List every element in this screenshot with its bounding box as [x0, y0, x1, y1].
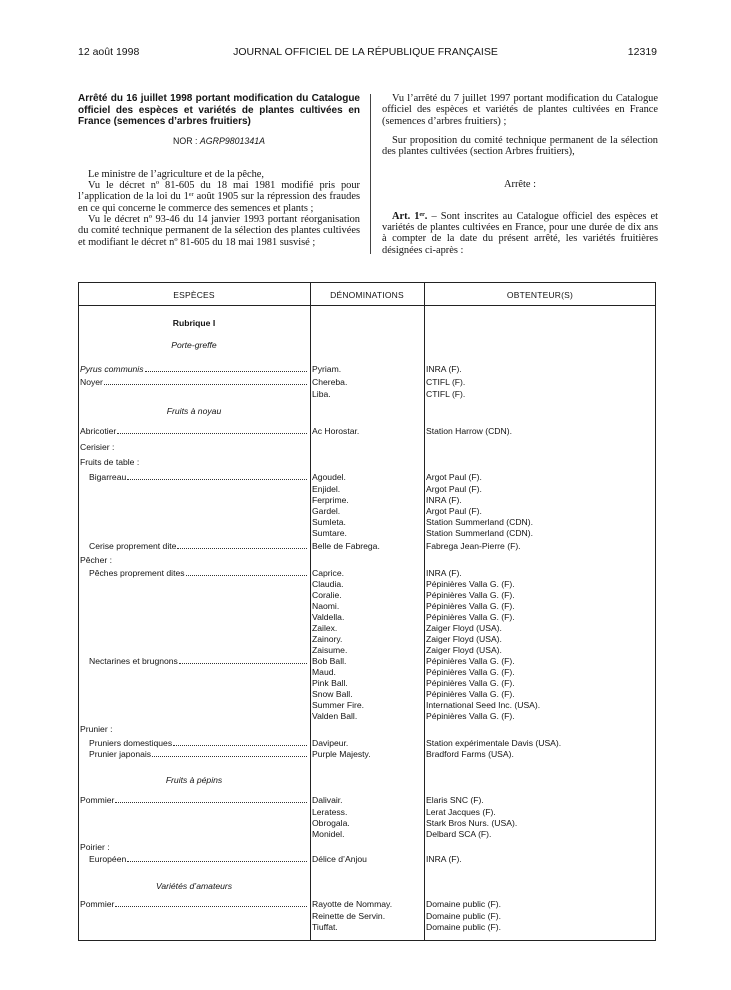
espece-label: Bigarreau [89, 472, 127, 482]
cell-obtenteur: Pépinières Valla G. (F). [426, 689, 515, 699]
cell-denomination: Claudia. [312, 579, 344, 589]
cell-denomination: Purple Majesty. [312, 749, 371, 759]
section-fruits-pepins: Fruits à pépins [165, 775, 223, 785]
espece-label: Pêches proprement dites [89, 568, 185, 578]
espece-label: Poirier : [80, 842, 110, 852]
cell-denomination: Coralie. [312, 590, 342, 600]
cell-obtenteur: Station expérimentale Davis (USA). [426, 738, 562, 748]
cell-obtenteur: Pépinières Valla G. (F). [426, 656, 515, 666]
cell-denomination: Maud. [312, 667, 336, 677]
cell-denomination: Gardel. [312, 506, 341, 516]
cell-espece [79, 554, 307, 566]
cell-denomination: Sumleta. [312, 517, 346, 527]
header-especes: ESPÈCES [173, 290, 215, 300]
cell-obtenteur: Domaine public (F). [426, 911, 501, 921]
table-row [79, 540, 655, 552]
table-row [79, 723, 655, 735]
cell-obtenteur: International Seed Inc. (USA). [426, 700, 541, 710]
paragraph-minister: Le ministre de l’agriculture et de la pêche, [88, 168, 264, 180]
cell-denomination: Ac Horostar. [312, 426, 360, 436]
cell-obtenteur: Stark Bros Nurs. (USA). [426, 818, 518, 828]
cell-obtenteur: Pépinières Valla G. (F). [426, 711, 515, 721]
leader-dots [145, 363, 307, 372]
espece-label: Noyer [80, 377, 103, 387]
right-column [382, 93, 658, 256]
cell-obtenteur: Fabrega Jean-Pierre (F). [426, 541, 521, 551]
table-row [79, 363, 655, 375]
cell-espece [79, 471, 307, 483]
leader-dots [186, 567, 307, 576]
table-row [79, 471, 655, 483]
cell-espece [79, 841, 307, 853]
cell-obtenteur: Domaine public (F). [426, 922, 501, 932]
leader-dots [173, 737, 307, 746]
cell-obtenteur: Bradford Farms (USA). [426, 749, 514, 759]
header-date: 12 août 1998 [78, 46, 140, 58]
espece-label: Cerise proprement dite [89, 541, 177, 551]
paragraph-decret-1993: Vu le décret nº 93-46 du 14 janvier 1993 portant réorganisation du comité technique permanent de la sélection des plantes cultivées et modifiant le décret nº 81-605 du 18 mai 1981 susvisé ; [78, 213, 360, 248]
table-row [79, 853, 655, 865]
espece-label: Pêcher : [80, 555, 113, 565]
cell-obtenteur: Argot Paul (F). [426, 484, 482, 494]
espece-label: Fruits de table : [80, 457, 140, 467]
espece-label: Pyrus communis [80, 364, 144, 374]
table-row [79, 441, 655, 453]
cell-espece [79, 540, 307, 552]
section-rubrique: Rubrique I [172, 318, 216, 328]
header-journal-title: JOURNAL OFFICIEL DE LA RÉPUBLIQUE FRANÇAISE [233, 46, 498, 58]
cell-obtenteur: CTIFL (F). [426, 389, 466, 399]
cell-denomination: Enjidel. [312, 484, 341, 494]
cell-obtenteur: Argot Paul (F). [426, 472, 482, 482]
cell-denomination: Obrogala. [312, 818, 350, 828]
cell-denomination: Snow Ball. [312, 689, 353, 699]
espece-label: Prunier japonais [89, 749, 152, 759]
table-row [79, 710, 655, 722]
leader-dots [152, 748, 307, 757]
table-row [79, 527, 655, 539]
table-row [79, 841, 655, 853]
section-fruits-noyau: Fruits à noyau [166, 406, 222, 416]
table-row [79, 554, 655, 566]
section-amateurs: Variétés d’amateurs [155, 881, 233, 891]
cell-denomination: Zaisume. [312, 645, 348, 655]
cell-obtenteur: Zaiger Floyd (USA). [426, 623, 502, 633]
table-row [79, 828, 655, 840]
nor-reference [78, 136, 360, 147]
cell-espece [79, 456, 307, 468]
header-page-number: 12319 [627, 46, 657, 58]
cell-denomination: Chereba. [312, 377, 348, 387]
cell-denomination: Monidel. [312, 829, 345, 839]
leader-dots [179, 655, 307, 664]
cell-denomination: Naomi. [312, 601, 340, 611]
table-row [79, 921, 655, 933]
cell-denomination: Summer Fire. [312, 700, 365, 710]
table-row [79, 898, 655, 910]
column-divider [370, 94, 371, 254]
table-row [79, 376, 655, 388]
cell-denomination: Rayotte de Nommay. [312, 899, 393, 909]
cell-denomination: Leratess. [312, 807, 348, 817]
cell-espece [79, 723, 307, 735]
cell-denomination: Davipeur. [312, 738, 349, 748]
table-row [79, 794, 655, 806]
cell-denomination: Belle de Fabrega. [312, 541, 380, 551]
espece-label: Nectarines et brugnons [89, 656, 178, 666]
article-1 [382, 211, 658, 256]
cell-obtenteur: INRA (F). [426, 364, 462, 374]
leader-dots [115, 794, 307, 803]
cell-espece [79, 794, 307, 806]
leader-dots [127, 853, 307, 862]
paragraph-proposition: Sur proposition du comité technique permanent de la sélection des plantes cultivées (section Arbres fruitiers), [382, 134, 658, 158]
cell-denomination: Sumtare. [312, 528, 347, 538]
cell-denomination: Valden Ball. [312, 711, 358, 721]
cell-obtenteur: INRA (F). [426, 568, 462, 578]
header-obtenteurs: OBTENTEUR(S) [506, 290, 574, 300]
cell-obtenteur: Elaris SNC (F). [426, 795, 484, 805]
table-header-rule [78, 305, 656, 306]
cell-obtenteur: Pépinières Valla G. (F). [426, 590, 515, 600]
cell-espece [79, 425, 307, 437]
table-row [79, 388, 655, 400]
nor-code: AGRP9801341A [199, 135, 265, 146]
cell-obtenteur: Zaiger Floyd (USA). [426, 634, 502, 644]
arrete-heading: Arrête : [503, 179, 537, 191]
leader-dots [117, 425, 307, 434]
cell-espece [79, 748, 307, 760]
cell-obtenteur: INRA (F). [426, 854, 462, 864]
cell-denomination: Pyriam. [312, 364, 342, 374]
cell-denomination: Zainory. [312, 634, 343, 644]
cell-denomination: Liba. [312, 389, 331, 399]
cell-denomination: Agoudel. [312, 472, 346, 482]
leader-dots [177, 540, 307, 549]
cell-obtenteur: Delbard SCA (F). [426, 829, 492, 839]
decree-title: Arrêté du 16 juillet 1998 portant modification du Catalogue officiel des espèces et variétés de plantes cultivées en France (semences d’arbres fruitiers) [78, 93, 360, 127]
leader-dots [115, 898, 307, 907]
cell-obtenteur: Pépinières Valla G. (F). [426, 612, 515, 622]
left-column [78, 93, 360, 248]
cell-denomination: Valdella. [312, 612, 345, 622]
paragraph-arrete-1997: Vu l’arrêté du 7 juillet 1997 portant modification du Catalogue officiel des espèces et variétés de plantes cultivées en France (semences d’arbres fruitiers) ; [382, 93, 658, 127]
cell-obtenteur: CTIFL (F). [426, 377, 466, 387]
espece-label: Pommier [80, 795, 115, 805]
header-denominations: DÉNOMINATIONS [330, 290, 404, 300]
cell-espece [79, 376, 307, 388]
article-1-text: – Sont inscrites au Catalogue officiel des espèces et variétés de plantes cultivées en France, pour une durée de dix ans à compter de la date du présent arrêté, les variétés fruitières désignées ci-après : [382, 210, 658, 256]
cell-denomination: Dalivair. [312, 795, 343, 805]
table-row [79, 748, 655, 760]
cell-obtenteur: Argot Paul (F). [426, 506, 482, 516]
cell-denomination: Pink Ball. [312, 678, 348, 688]
cell-obtenteur: Domaine public (F). [426, 899, 501, 909]
espece-label: Pommier [80, 899, 115, 909]
cell-obtenteur: Zaiger Floyd (USA). [426, 645, 502, 655]
cell-espece [79, 441, 307, 453]
cell-obtenteur: INRA (F). [426, 495, 462, 505]
leader-dots [104, 376, 307, 385]
cell-obtenteur: Pépinières Valla G. (F). [426, 601, 515, 611]
espece-label: Européen [89, 854, 127, 864]
cell-obtenteur: Pépinières Valla G. (F). [426, 678, 515, 688]
article-1-label: Art. 1ᵉʳ. [392, 210, 428, 222]
cell-obtenteur: Lerat Jacques (F). [426, 807, 496, 817]
cell-denomination: Reinette de Servin. [312, 911, 386, 921]
cell-obtenteur: Pépinières Valla G. (F). [426, 667, 515, 677]
cell-espece [79, 363, 307, 375]
section-porte-greffe: Porte-greffe [171, 340, 217, 350]
cell-denomination: Caprice. [312, 568, 344, 578]
cell-espece [79, 853, 307, 865]
cell-obtenteur: Station Harrow (CDN). [426, 426, 512, 436]
cell-obtenteur: Station Summerland (CDN). [426, 528, 533, 538]
espece-label: Abricotier [80, 426, 117, 436]
paragraph-decret-1981: Vu le décret nº 81-605 du 18 mai 1981 modifié pris pour l’application de la loi du 1ᵉʳ août 1905 sur la répression des fraudes en ce qui concerne le commerce des semences et plants ; [78, 180, 360, 214]
cell-denomination: Ferprime. [312, 495, 349, 505]
cell-obtenteur: Station Summerland (CDN). [426, 517, 533, 527]
table-row [79, 456, 655, 468]
cell-espece [79, 898, 307, 910]
leader-dots [127, 471, 307, 480]
espece-label: Prunier : [80, 724, 113, 734]
espece-label: Cerisier : [80, 442, 115, 452]
cell-denomination: Tiuffat. [312, 922, 338, 932]
cell-denomination: Zailex. [312, 623, 338, 633]
cell-denomination: Délice d’Anjou [312, 854, 367, 864]
cell-obtenteur: Pépinières Valla G. (F). [426, 579, 515, 589]
nor-label: NOR : [173, 135, 198, 146]
cell-denomination: Bob Ball. [312, 656, 347, 666]
table-row [79, 425, 655, 437]
espece-label: Pruniers domestiques [89, 738, 173, 748]
